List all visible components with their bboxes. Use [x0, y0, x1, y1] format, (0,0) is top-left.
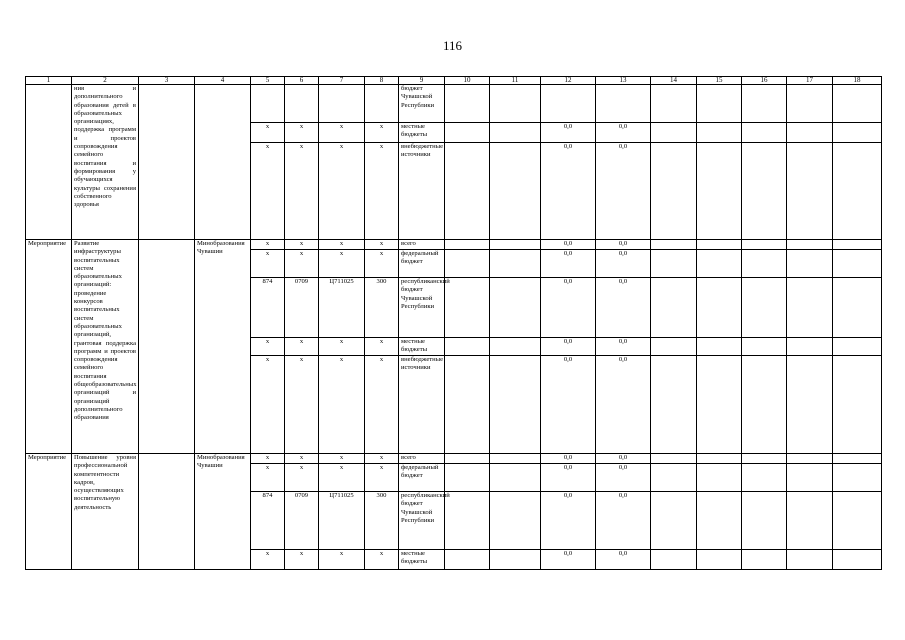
row-type-label: Мероприятие — [26, 240, 72, 454]
col-header: 9 — [399, 77, 445, 85]
empty-cell — [742, 143, 787, 240]
code-expense-group: x — [365, 123, 399, 143]
empty-cell — [787, 123, 833, 143]
empty-cell — [697, 123, 742, 143]
empty-cell — [651, 278, 697, 338]
empty-cell — [742, 123, 787, 143]
amount-value: 0,0 — [596, 143, 651, 240]
code-grbs: x — [251, 123, 285, 143]
col-header: 6 — [285, 77, 319, 85]
funding-source: местные бюджеты — [399, 338, 445, 356]
empty-cell — [490, 278, 541, 338]
code-grbs: x — [251, 356, 285, 454]
column-header-row — [26, 77, 882, 85]
code-expense-group — [365, 85, 399, 123]
empty-cell — [651, 492, 697, 550]
code-section: x — [285, 464, 319, 492]
empty-cell — [787, 454, 833, 464]
empty-cell — [697, 338, 742, 356]
code-section: x — [285, 356, 319, 454]
code-expense-group: x — [365, 250, 399, 278]
col-header: 5 — [251, 77, 285, 85]
empty-cell — [445, 123, 490, 143]
row-executor: Минобразования Чувашии — [195, 454, 251, 570]
code-section: x — [285, 240, 319, 250]
col-header: 16 — [742, 77, 787, 85]
code-grbs: x — [251, 464, 285, 492]
row-description: Развитие инфраструктуры воспитательных систем образовательных организаций: проведение конкурсов воспитательных систем образовательных организаций, грантовая поддержка программ и проектов сопровождения семейного воспитания общеобразовательных организаций и организаций дополнительного образования — [72, 240, 139, 454]
block-3 — [26, 454, 882, 570]
amount-value: 0,0 — [541, 250, 596, 278]
row-type-label — [26, 85, 72, 240]
empty-cell — [833, 123, 882, 143]
funding-source: бюджет Чувашской Республики — [399, 85, 445, 123]
empty-cell — [490, 356, 541, 454]
amount-value: 0,0 — [541, 278, 596, 338]
code-section: x — [285, 143, 319, 240]
empty-cell — [445, 550, 490, 570]
col-header: 8 — [365, 77, 399, 85]
code-target-article: x — [319, 250, 365, 278]
col-header: 14 — [651, 77, 697, 85]
amount-value: 0,0 — [541, 550, 596, 570]
code-target-article — [319, 85, 365, 123]
empty-cell — [787, 85, 833, 123]
funding-source: федеральный бюджет — [399, 250, 445, 278]
col-header: 15 — [697, 77, 742, 85]
empty-cell — [651, 240, 697, 250]
empty-cell — [697, 464, 742, 492]
empty-cell — [445, 278, 490, 338]
empty-cell — [490, 143, 541, 240]
code-section: x — [285, 338, 319, 356]
empty-cell — [445, 240, 490, 250]
col-header: 10 — [445, 77, 490, 85]
table-row — [26, 454, 882, 464]
col-header: 1 — [26, 77, 72, 85]
code-target-article: Ц711025 — [319, 278, 365, 338]
code-expense-group: 300 — [365, 278, 399, 338]
empty-cell — [697, 356, 742, 454]
code-grbs: x — [251, 454, 285, 464]
code-section: 0709 — [285, 278, 319, 338]
code-section: x — [285, 123, 319, 143]
empty-cell — [833, 240, 882, 250]
empty-cell — [697, 250, 742, 278]
amount-value: 0,0 — [596, 250, 651, 278]
empty-cell — [445, 356, 490, 454]
row-executor: Минобразования Чувашии — [195, 240, 251, 454]
col-header: 17 — [787, 77, 833, 85]
empty-cell — [742, 454, 787, 464]
empty-cell — [697, 550, 742, 570]
empty-cell — [490, 240, 541, 250]
budget-table — [25, 76, 882, 570]
amount-value: 0,0 — [541, 492, 596, 550]
code-target-article: Ц711025 — [319, 492, 365, 550]
amount-value: 0,0 — [541, 356, 596, 454]
empty-cell — [445, 454, 490, 464]
code-section: 0709 — [285, 492, 319, 550]
code-target-article: x — [319, 240, 365, 250]
code-grbs: 874 — [251, 278, 285, 338]
empty-cell — [787, 250, 833, 278]
empty-cell — [651, 250, 697, 278]
block-2 — [26, 240, 882, 454]
amount-value: 0,0 — [596, 550, 651, 570]
empty-cell — [833, 492, 882, 550]
empty-cell — [833, 338, 882, 356]
empty-cell — [445, 338, 490, 356]
empty-cell — [651, 143, 697, 240]
empty-cell — [742, 550, 787, 570]
code-grbs: x — [251, 338, 285, 356]
funding-source: внебюджетные источники — [399, 143, 445, 240]
funding-source: всего — [399, 240, 445, 250]
empty-cell — [697, 278, 742, 338]
amount-value: 0,0 — [596, 454, 651, 464]
amount-value: 0,0 — [541, 143, 596, 240]
code-section: x — [285, 550, 319, 570]
empty-cell — [787, 356, 833, 454]
empty-cell — [697, 454, 742, 464]
empty-cell — [490, 550, 541, 570]
empty-cell — [651, 85, 697, 123]
code-target-article: x — [319, 454, 365, 464]
empty-cell — [490, 250, 541, 278]
code-section: x — [285, 250, 319, 278]
empty-cell — [139, 454, 195, 570]
empty-cell — [445, 85, 490, 123]
col-header: 13 — [596, 77, 651, 85]
code-grbs — [251, 85, 285, 123]
page-number: 116 — [442, 38, 463, 53]
col-header: 4 — [195, 77, 251, 85]
empty-cell — [139, 85, 195, 240]
empty-cell — [697, 85, 742, 123]
code-expense-group: x — [365, 143, 399, 240]
amount-value: 0,0 — [596, 492, 651, 550]
code-expense-group: x — [365, 356, 399, 454]
empty-cell — [742, 338, 787, 356]
empty-cell — [742, 85, 787, 123]
amount-value: 0,0 — [541, 464, 596, 492]
code-target-article: x — [319, 550, 365, 570]
amount-value: 0,0 — [541, 240, 596, 250]
col-header: 7 — [319, 77, 365, 85]
empty-cell — [833, 85, 882, 123]
code-expense-group: 300 — [365, 492, 399, 550]
empty-cell — [787, 550, 833, 570]
empty-cell — [445, 492, 490, 550]
empty-cell — [742, 464, 787, 492]
empty-cell — [490, 338, 541, 356]
empty-cell — [742, 278, 787, 338]
amount-value: 0,0 — [596, 338, 651, 356]
code-expense-group: x — [365, 338, 399, 356]
amount-value: 0,0 — [596, 240, 651, 250]
empty-cell — [139, 240, 195, 454]
code-expense-group: x — [365, 464, 399, 492]
row-description: Повышение уровня профессиональной компетентности кадров, осуществляющих воспитательную деятельность — [72, 454, 139, 570]
code-grbs: x — [251, 550, 285, 570]
empty-cell — [742, 240, 787, 250]
empty-cell — [742, 492, 787, 550]
empty-cell — [787, 464, 833, 492]
funding-source: республиканский бюджет Чувашской Республики — [399, 278, 445, 338]
empty-cell — [833, 278, 882, 338]
col-header: 11 — [490, 77, 541, 85]
col-header: 18 — [833, 77, 882, 85]
empty-cell — [833, 454, 882, 464]
empty-cell — [490, 492, 541, 550]
amount-value: 0,0 — [541, 338, 596, 356]
amount-value: 0,0 — [596, 123, 651, 143]
empty-cell — [833, 143, 882, 240]
funding-source: всего — [399, 454, 445, 464]
empty-cell — [490, 464, 541, 492]
amount-value: 0,0 — [596, 356, 651, 454]
code-expense-group: x — [365, 550, 399, 570]
empty-cell — [833, 464, 882, 492]
amount-value: 0,0 — [541, 454, 596, 464]
empty-cell — [742, 356, 787, 454]
empty-cell — [833, 250, 882, 278]
col-header: 3 — [139, 77, 195, 85]
amount-value: 0,0 — [596, 278, 651, 338]
empty-cell — [697, 240, 742, 250]
code-expense-group: x — [365, 240, 399, 250]
empty-cell — [697, 492, 742, 550]
code-target-article: x — [319, 143, 365, 240]
funding-source: федеральный бюджет — [399, 464, 445, 492]
empty-cell — [651, 356, 697, 454]
empty-cell — [445, 250, 490, 278]
empty-cell — [445, 143, 490, 240]
code-grbs: x — [251, 250, 285, 278]
empty-cell — [651, 338, 697, 356]
code-section — [285, 85, 319, 123]
code-section: x — [285, 454, 319, 464]
empty-cell — [651, 454, 697, 464]
empty-cell — [833, 356, 882, 454]
col-header: 2 — [72, 77, 139, 85]
amount-value: 0,0 — [596, 464, 651, 492]
empty-cell — [445, 464, 490, 492]
empty-cell — [651, 550, 697, 570]
code-grbs: 874 — [251, 492, 285, 550]
amount-value — [596, 85, 651, 123]
amount-value: 0,0 — [541, 123, 596, 143]
funding-source: местные бюджеты — [399, 123, 445, 143]
row-description: ния и дополнительного образования детей в образовательных организациях, поддержка программ и проектов сопровождения семейного воспитания и формирования у обучающихся культуры сохранения собственного здоровья — [72, 85, 139, 240]
code-target-article: x — [319, 123, 365, 143]
table-row — [26, 240, 882, 250]
code-target-article: x — [319, 464, 365, 492]
table-row — [26, 85, 882, 123]
funding-source: республиканский бюджет Чувашской Республики — [399, 492, 445, 550]
empty-cell — [490, 454, 541, 464]
empty-cell — [490, 123, 541, 143]
code-target-article: x — [319, 338, 365, 356]
empty-cell — [651, 123, 697, 143]
row-executor — [195, 85, 251, 240]
empty-cell — [787, 240, 833, 250]
block-1 — [26, 85, 882, 240]
funding-source: местные бюджеты — [399, 550, 445, 570]
amount-value — [541, 85, 596, 123]
empty-cell — [787, 338, 833, 356]
code-grbs: x — [251, 143, 285, 240]
empty-cell — [787, 492, 833, 550]
code-expense-group: x — [365, 454, 399, 464]
code-target-article: x — [319, 356, 365, 454]
empty-cell — [787, 278, 833, 338]
col-header: 12 — [541, 77, 596, 85]
empty-cell — [787, 143, 833, 240]
empty-cell — [490, 85, 541, 123]
funding-source: внебюджетные источники — [399, 356, 445, 454]
empty-cell — [742, 250, 787, 278]
empty-cell — [833, 550, 882, 570]
row-type-label: Мероприятие — [26, 454, 72, 570]
code-grbs: x — [251, 240, 285, 250]
empty-cell — [651, 464, 697, 492]
empty-cell — [697, 143, 742, 240]
